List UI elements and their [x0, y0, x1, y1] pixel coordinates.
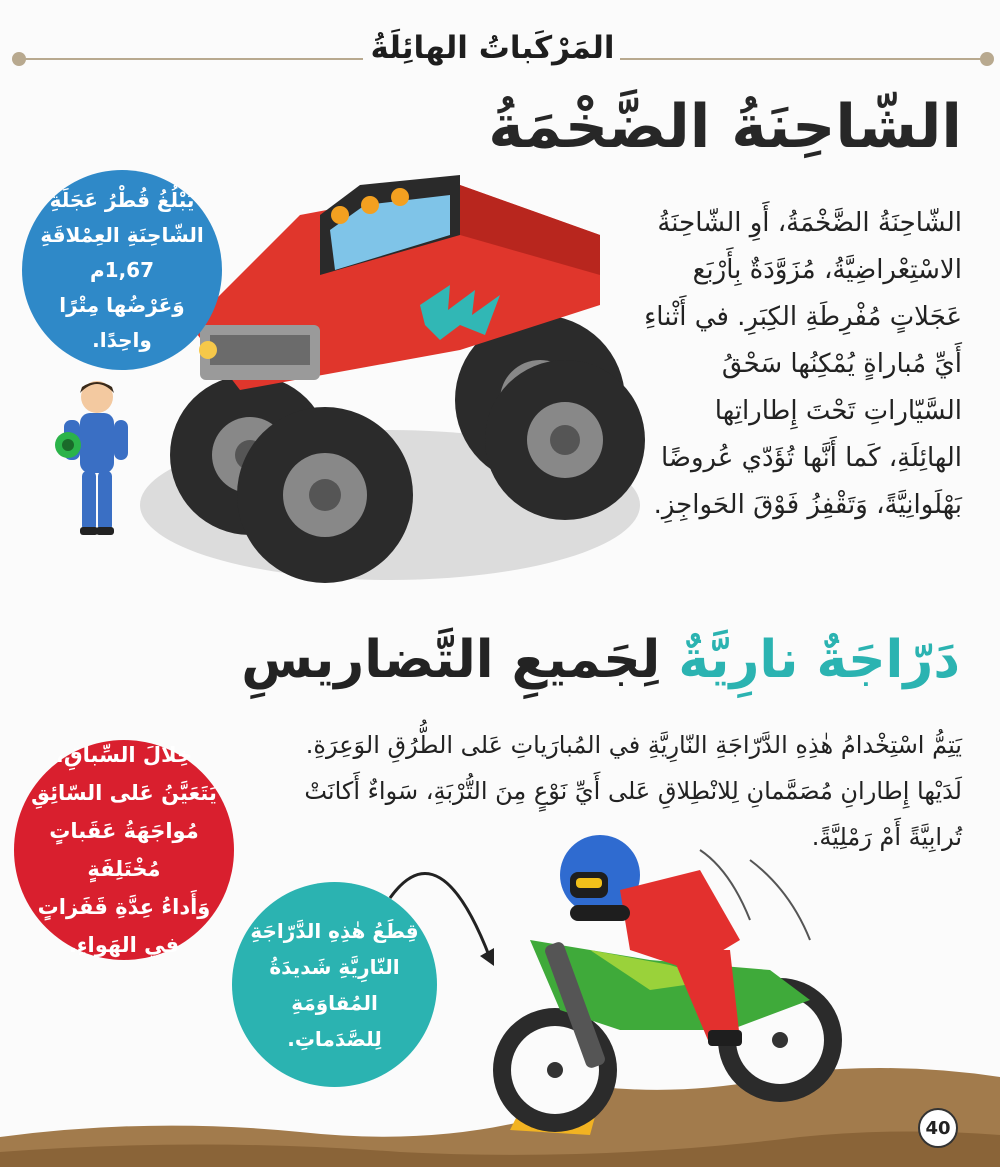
section1-title: الشّاحِنَةُ الضَّخْمَةُ	[488, 92, 962, 162]
bubble-line: وَأَداءُ عِدَّةِ قَفَزاتٍ	[37, 895, 211, 919]
paragraph-line: أَيِّ مُباراةٍ يُمْكِنُها سَحْقُ	[721, 349, 962, 379]
chapter-title: المَرْكَباتُ الهائِلَةُ	[370, 30, 615, 66]
bubble-line: المُقاوَمَةِ لِلصَّدَماتِ.	[287, 990, 382, 1051]
paragraph-line: الهائِلَةِ، كَما أَنَّها تُؤَدّي عُروضًا	[661, 443, 962, 473]
section2-title-part2: لِجَميعِ التَّضاريسِ	[241, 630, 661, 690]
paragraph-line: بَهْلَوانِيَّةً، وَتَقْفِزُ فَوْقَ الحَواجِزِ.	[653, 490, 962, 520]
paragraph-line: الاسْتِعْراضِيَّةُ، مُزَوَّدَةٌ بِأَرْبَع	[692, 255, 962, 285]
truck-wheel-front-left	[237, 407, 413, 583]
header-dot-right	[980, 52, 994, 66]
paragraph-line: السَّيّاراتِ تَحْتَ إِطاراتِها	[714, 396, 962, 426]
bubble-line: الشّاحِنَةِ العِمْلاقَةِ 1,67م	[40, 222, 204, 282]
bubble-line: قِطَعُ هٰذِهِ الدَّرّاجَةِ	[250, 918, 419, 943]
boy-driver-illustration	[52, 375, 142, 540]
paragraph-line: عَجَلاتٍ مُفْرِطَةِ الكِبَرِ. في أَثْناءِ	[644, 302, 962, 332]
header-divider-left	[18, 58, 363, 60]
fact-bubble-blue	[22, 170, 222, 370]
header-divider-right	[620, 58, 985, 60]
bubble-line: مُواجَهَةُ عَقَباتٍ مُخْتَلِفَةٍ	[49, 819, 199, 881]
bubble-line: في الهَواءِ.	[68, 933, 180, 957]
bubble-line: وَعَرْضُها مِتْرًا واحِدًا.	[59, 292, 185, 352]
section2-title	[60, 630, 960, 690]
paragraph-line: تُرابِيَّةً أَمْ رَمْلِيَّةً.	[811, 823, 962, 851]
paragraph-line: يَتِمُّ اسْتِخْدامُ هٰذِهِ الدَّرّاجَةِ النّارِيَّةِ في المُبارَياتِ عَلى الطُّرُقِ الوَعِرَةِ.	[305, 731, 962, 759]
bike-wheel-front	[493, 1008, 617, 1132]
bubble-line: خِلالَ السِّباقِ،	[55, 743, 193, 767]
paragraph-line: الشّاحِنَةُ الضَّخْمَةُ، أَوِ الشّاحِنَةُ	[657, 208, 962, 238]
truck-wheel-front-right	[485, 360, 645, 520]
fact-bubble-red	[14, 740, 234, 960]
motocross-bike-illustration	[470, 830, 870, 1150]
bubble-line: النّارِيَّةِ شَديدَةُ	[269, 954, 400, 979]
page-number: 40	[918, 1108, 958, 1148]
bubble-line: يَتَعَيَّنُ عَلى السّائِقِ	[31, 781, 217, 805]
bubble-line: يَبْلُغُ قُطْرُ عَجَلَةِ	[49, 187, 195, 212]
paragraph-line: لَدَيْها إِطارانِ مُصَمَّمانِ لِلانْطِلاقِ عَلى أَيِّ نَوْعٍ مِنَ التُّرْبَةِ، سَواءٌ أَكانَتْ	[304, 777, 962, 805]
section2-title-part1: دَرّاجَةٌ نارِيَّةٌ	[678, 630, 960, 690]
